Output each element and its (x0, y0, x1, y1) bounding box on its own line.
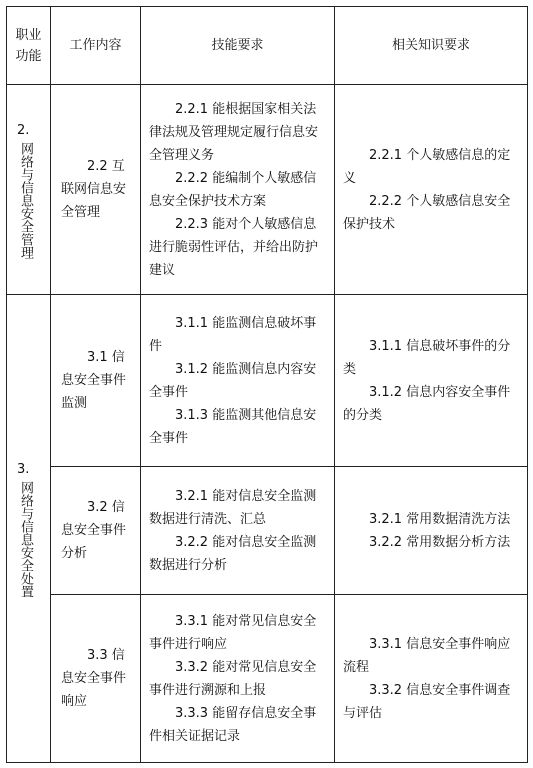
function-number: 2. (17, 123, 30, 138)
skill-item: 3.1.2 能监测信息内容安全事件 (149, 361, 317, 400)
work-content: 2.2 互联网信息安全管理 (61, 159, 127, 220)
function-number: 3. (17, 462, 30, 477)
work-content: 3.1 信息安全事件监测 (61, 350, 127, 411)
skill-item: 3.3.1 能对常见信息安全事件进行响应 (149, 613, 317, 652)
work-content-cell (51, 595, 141, 763)
knowledge-cell (335, 467, 528, 595)
knowledge-item: 3.1.1 信息破坏事件的分类 (343, 338, 511, 377)
table-row (7, 467, 528, 595)
function-cell (7, 85, 51, 295)
skills-cell (141, 295, 335, 467)
knowledge-item: 2.2.2 个人敏感信息安全保护技术 (343, 193, 511, 232)
skill-item: 2.2.3 能对个人敏感信息进行脆弱性评估，并给出防护建议 (149, 216, 319, 278)
header-content: 工作内容 (51, 7, 141, 85)
skill-item: 3.1.1 能监测信息破坏事件 (149, 315, 317, 354)
knowledge-item: 3.3.1 信息安全事件响应流程 (343, 636, 511, 675)
header-row (7, 7, 528, 85)
table-row (7, 595, 528, 763)
header-function: 职业 功能 (7, 7, 51, 85)
skill-item: 3.3.2 能对常见信息安全事件进行溯源和上报 (149, 659, 317, 698)
knowledge-item: 3.1.2 信息内容安全事件的分类 (343, 384, 511, 423)
skill-item: 2.2.2 能编制个人敏感信息安全保护技术方案 (149, 170, 317, 209)
function-cell (7, 295, 51, 763)
table-row (7, 85, 528, 295)
function-name: 网络与信息安全管理 (18, 142, 33, 259)
work-content: 3.2 信息安全事件分析 (61, 500, 127, 561)
knowledge-item: 3.2.2 常用数据分析方法 (369, 534, 511, 550)
skill-item: 3.2.2 能对信息安全监测数据进行分析 (149, 534, 317, 573)
skills-cell (141, 467, 335, 595)
work-content-cell (51, 467, 141, 595)
header-skills: 技能要求 (141, 7, 335, 85)
skills-table (6, 6, 528, 763)
knowledge-cell (335, 595, 528, 763)
skill-item: 3.1.3 能监测其他信息安全事件 (149, 407, 317, 446)
function-name: 网络与信息安全处置 (18, 481, 33, 598)
knowledge-item: 3.2.1 常用数据清洗方法 (369, 511, 511, 527)
skill-item: 3.3.3 能留存信息安全事件相关证据记录 (149, 705, 317, 744)
knowledge-item: 2.2.1 个人敏感信息的定义 (343, 147, 511, 186)
skills-cell (141, 595, 335, 763)
header-knowledge: 相关知识要求 (335, 7, 528, 85)
work-content: 3.3 信息安全事件响应 (61, 648, 127, 709)
skills-cell (141, 85, 335, 295)
knowledge-cell (335, 85, 528, 295)
table-row (7, 295, 528, 467)
work-content-cell (51, 295, 141, 467)
knowledge-item: 3.3.2 信息安全事件调查与评估 (343, 682, 511, 721)
knowledge-cell (335, 295, 528, 467)
work-content-cell (51, 85, 141, 295)
skill-item: 3.2.1 能对信息安全监测数据进行清洗、汇总 (149, 488, 317, 527)
skill-item: 2.2.1 能根据国家相关法律法规及管理规定履行信息安全管理义务 (149, 101, 319, 163)
